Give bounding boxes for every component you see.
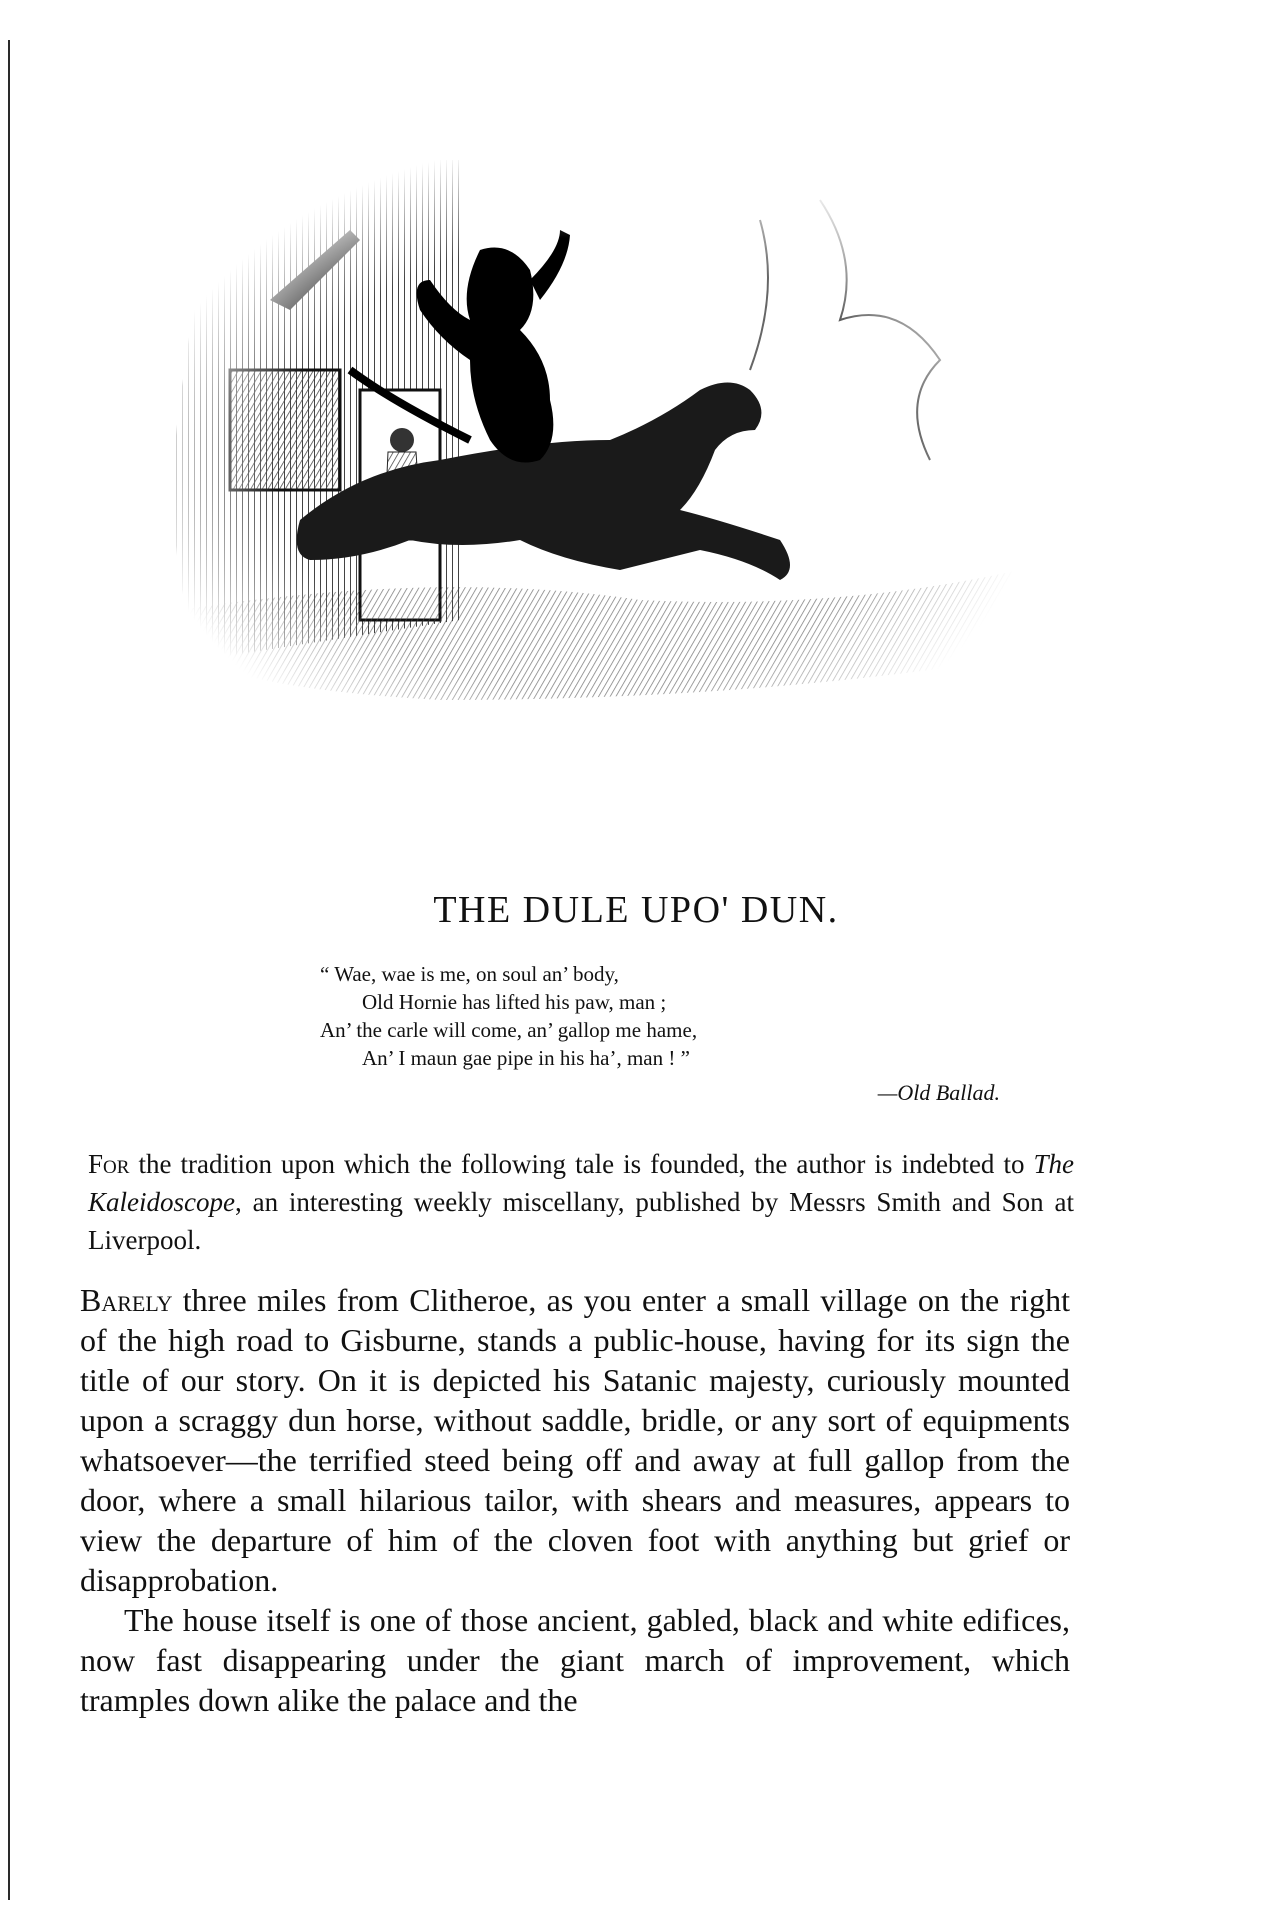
frontispiece-illustration [140,140,1040,790]
engraving-devil-riding-horse-icon [140,140,1040,790]
body-paragraph-2: The house itself is one of those ancient, gabled, black and white edifices, now fast disappearing under the giant march of improvement, which tramples down alike the palace and the [80,1602,1070,1718]
epigraph-line: Old Hornie has lifted his paw, man ; [362,990,667,1014]
epigraph-line: An’ I maun gae pipe in his ha’, man ! ” [362,1046,690,1070]
epigraph-attribution: —Old Ballad. [877,1080,1000,1105]
note-lead-word: For [88,1149,130,1179]
chapter-title: THE DULE UPO' DUN. [433,889,839,931]
source-note-paragraph [88,1145,1074,1259]
paragraph-lead-word: Barely [80,1282,173,1318]
epigraph-verse [320,960,1020,1072]
note-publication-title: The Kaleidoscope [88,1149,1074,1217]
epigraph-line: “ Wae, wae is me, on soul an’ body, [320,962,619,986]
page-edge-rule [8,40,10,1900]
body-paragraph-1 [80,1280,1070,1600]
paragraph-text: three miles from Clitheroe, as you enter a small village on the right of the high road to Gisburne, stands a public-house, having for its sign the title of our story. On it is depicted his Satanic majesty, curiously mounted upon a scraggy dun horse, without saddle, bridle, or any sort of equipments whatsoever—the terrified steed being off and away at full gallop from the door, where a small hilarious tailor, with shears and measures, appears to view the departure of him of the cloven foot with anything but grief or disapprobation. [80,1282,1070,1598]
note-text-after: , an interesting weekly miscellany, published by Messrs Smith and Son at Liverpool. [88,1187,1074,1255]
epigraph-line: An’ the carle will come, an’ gallop me hame, [320,1018,698,1042]
note-text-before: the tradition upon which the following tale is founded, the author is indebted to [129,1149,1034,1179]
